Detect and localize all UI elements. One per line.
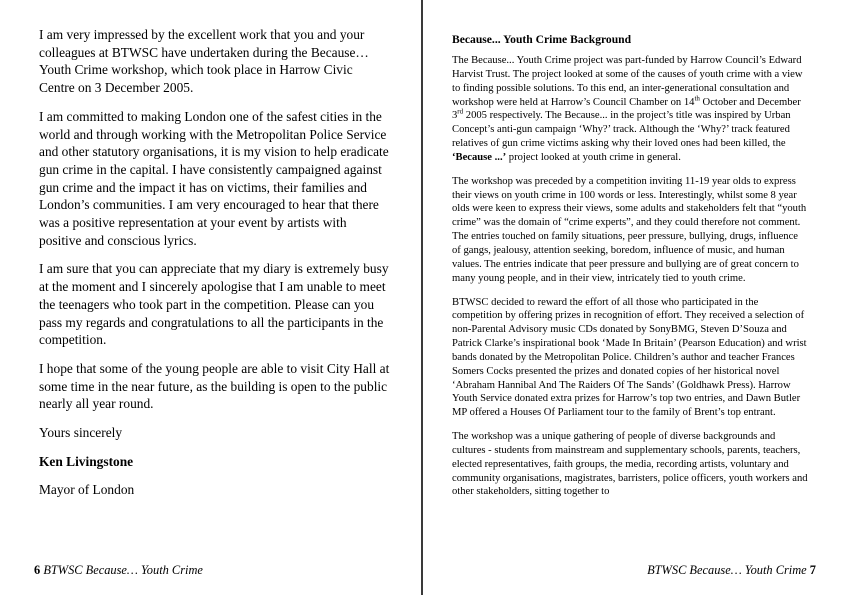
footer-title: BTWSC Because… Youth Crime: [647, 563, 807, 577]
left-page-footer: [34, 563, 203, 578]
letter-paragraph-4: I hope that some of the young people are able to visit City Hall at some time in the near future, as the building is open to the public nearly all year round.: [39, 360, 390, 412]
letter-signoff: Yours sincerely: [39, 425, 123, 441]
ordinal-suffix: rd: [457, 107, 464, 116]
article-paragraph-3: BTWSC decided to reward the effort of all those who participated in the competition by offering prizes in recognition of effort. They received a selection of non-Parental Advisory music CDs donated by SonyBMG, Steven D’Souza and Patrick Clarke’s inspirational book ‘Made In Britain’ (Pearson Education) and wrist bands donated by the Metropolitan Police. Children’s author and teacher Frances Somers Cocks presented the prizes and donated copies of her historical novel ‘Abraham Hannibal And The Raiders Of The Sands’ (Goldhawk Press). Harrow Youth Service donated extra prizes for Harrow’s top two entries, and Dawn Butler MP offered a Houses Of Parliament tour to the family of Brent’s top entrant.: [452, 296, 807, 419]
paragraph-text: October and December 3: [452, 96, 801, 122]
signature-name: Ken Livingstone: [39, 453, 134, 469]
footer-title: BTWSC Because… Youth Crime: [43, 563, 203, 577]
article-paragraph-4: The workshop was a unique gathering of people of diverse backgrounds and cultures - students from mainstream and supplementary schools, parents, teachers, elected representatives, faith groups, the media, recording artists, voluntary and community organisations, magistrates, barristers, police officers, youth workers and other stakeholders, sitting together to: [452, 431, 808, 498]
letter-paragraph-2: I am committed to making London one of the safest cities in the world and through working with the Metropolitan Police Service and other statutory organisations, it is my vision to help eradicate gun crime in the capital. I have consistently campaigned against gun crime and the impact it has on victims, their families and London’s communities. I am very encouraged to hear that there was a positive representation at your event by artists with positive and conscious lyrics.: [39, 108, 389, 248]
right-page: [423, 0, 841, 595]
background-article: [452, 33, 809, 509]
letter-body: [39, 26, 391, 510]
article-paragraph-1: [452, 54, 809, 165]
letter-paragraph-1: I am very impressed by the excellent work that you and your colleagues at BTWSC have undertaken during the Because… Youth Crime workshop, which took place in Harrow Civic Centre on 3 December 2005.: [39, 27, 369, 96]
signature-title: Mayor of London: [39, 482, 135, 498]
paragraph-text: The Because... Youth Crime project was part-funded by Harrow Council’s Edward Harvist Trust. The project looked at some of the causes of youth crime with a view to finding possible solutions. To this end, an inter-generational consultation and workshop were held at Harrow’s Council Chamber on 14: [452, 55, 803, 108]
letter-paragraph-3: I am sure that you can appreciate that my diary is extremely busy at the moment and I sincerely apologise that I am unable to meet the teenagers who took part in the competition. Please can you pass my regards and congratulations to all the participants in the competition.: [39, 261, 389, 348]
paragraph-text: 2005 respectively. The Because... in the project’s title was inspired by Urban Concept’s anti-gun campaign ‘Why?’ track. Although the ‘Why?’ track featured relatives of gun crime victims asking why their loved ones had been killed, the: [452, 110, 791, 150]
article-heading: Because... Youth Crime Background: [452, 33, 632, 46]
article-paragraph-2: The workshop was preceded by a competition inviting 11-19 year olds to express their views on youth crime in 100 words or less. Interestingly, whilst some 8 year olds were keen to express their views, some adults and stakeholders felt that “youth crime” was the domain of “crime experts”, and they could therefore not comment. The entries touched on family situations, peer pressure, bullying, drugs, influence of gangs, jealousy, attention seeking, boredom, influence of music, and human values. The entries indicate that peer pressure and bullying are of great concern to many young people, and in their view, intricately tied to youth crime.: [452, 175, 807, 284]
project-name-bold: ‘Because ...’: [452, 151, 507, 163]
page-number: 6: [34, 563, 41, 577]
right-page-footer: [647, 563, 816, 578]
paragraph-text: project looked at youth crime in general.: [506, 151, 681, 163]
ordinal-suffix: th: [694, 94, 700, 102]
page-number: 7: [809, 563, 816, 577]
